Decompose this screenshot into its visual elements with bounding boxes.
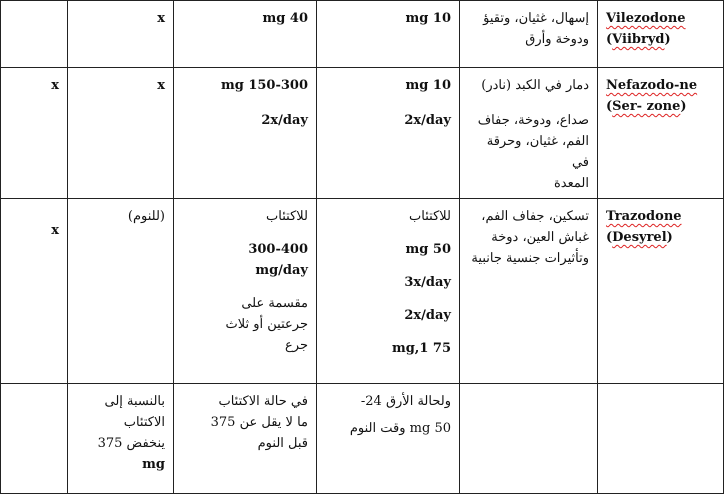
drug-name-cell: Nefazodo-ne (Ser- zone) xyxy=(598,68,724,199)
dose-line: للاكتئاب xyxy=(409,209,451,224)
side-effect-line: صداع، ودوخة، جفاف xyxy=(477,113,589,128)
start-dose-cell xyxy=(317,199,460,384)
last-cell xyxy=(1,1,68,68)
side-effect-line: ودوخة وأرق xyxy=(525,32,589,47)
dose-line: ما لا يقل عن 375 xyxy=(210,415,308,430)
note-cell xyxy=(68,199,174,384)
dose-line: للاكتئاب xyxy=(266,209,308,224)
side-effect-line: وتأثيرات جنسية جانبية xyxy=(471,251,589,266)
table-row xyxy=(1,1,724,68)
side-effects-cell xyxy=(460,1,598,68)
brand-name: Viibryd xyxy=(612,32,665,47)
dose-line: مقسمة على xyxy=(241,296,308,311)
drug-name: Vilezodone xyxy=(606,11,686,26)
x-mark: x xyxy=(51,223,59,238)
dose-line: mg/day xyxy=(255,263,308,278)
dose-line: 50 mg xyxy=(405,242,451,257)
dose-line: في حالة الاكتئاب xyxy=(218,394,308,409)
dose-line: 3x/day xyxy=(404,275,451,290)
max-dose-cell xyxy=(174,199,317,384)
dose-line: 40 mg xyxy=(262,11,308,26)
dose-line: قبل النوم xyxy=(257,436,308,451)
note-line: الاكتئاب xyxy=(123,415,165,430)
max-dose-cell xyxy=(174,384,317,494)
side-effects-cell xyxy=(460,384,598,494)
side-effect-line: إسهال، غثيان، وتقيؤ xyxy=(483,11,589,26)
start-dose-cell xyxy=(317,384,460,494)
drug-name: Trazodone xyxy=(606,209,682,224)
dose-line: 10 mg xyxy=(405,11,451,26)
dose-line: 300-400 xyxy=(248,242,308,257)
drug-name-cell: Vilezodone (Viibryd) xyxy=(598,1,724,68)
x-mark: x xyxy=(157,11,165,26)
side-effect-line: دمار في الكبد (نادر) xyxy=(481,78,589,93)
table-row xyxy=(1,384,724,494)
max-dose-cell xyxy=(174,68,317,199)
dose-line: 2x/day xyxy=(261,113,308,128)
drug-name: Nefazodo-ne xyxy=(606,78,698,93)
dose-line: 2x/day xyxy=(404,113,451,128)
x-mark: x xyxy=(51,78,59,93)
note-cell xyxy=(68,384,174,494)
last-cell xyxy=(1,384,68,494)
start-dose-cell xyxy=(317,1,460,68)
last-cell xyxy=(1,68,68,199)
dose-line: ولحالة الأرق 24- xyxy=(360,394,451,409)
side-effect-line: غباش العين، دوخة xyxy=(491,230,589,245)
note-cell xyxy=(68,1,174,68)
dose-line: 50 mg وقت النوم xyxy=(349,421,451,436)
note-line: ينخفض 375 xyxy=(97,436,165,451)
note-cell xyxy=(68,68,174,199)
dose-line: 10 mg xyxy=(405,78,451,93)
brand-name: Desyrel xyxy=(612,230,667,245)
note-line: mg xyxy=(142,457,165,472)
side-effects-cell xyxy=(460,68,598,199)
side-effect-line: المعدة xyxy=(554,176,589,191)
dose-line: 75 mg,1 xyxy=(391,341,451,356)
drug-name-cell xyxy=(598,384,724,494)
side-effect-line: الفم، غثيان، وحرقة في xyxy=(486,134,589,170)
dose-line: جرعتين أو ثلاث xyxy=(225,317,308,332)
max-dose-cell xyxy=(174,1,317,68)
note-line: (للنوم) xyxy=(127,209,165,224)
side-effects-cell xyxy=(460,199,598,384)
brand-name: Ser- zone xyxy=(612,99,681,114)
dose-line: 150-300 mg xyxy=(220,78,308,93)
side-effect-line: تسكين، جفاف الفم، xyxy=(481,209,589,224)
drug-name-cell: Trazodone (Desyrel) xyxy=(598,199,724,384)
note-line: بالنسبة إلى xyxy=(104,394,165,409)
table-row xyxy=(1,199,724,384)
dose-line: 2x/day xyxy=(404,308,451,323)
last-cell xyxy=(1,199,68,384)
dose-line: جرع xyxy=(285,338,308,353)
start-dose-cell xyxy=(317,68,460,199)
table-row xyxy=(1,68,724,199)
x-mark: x xyxy=(157,78,165,93)
